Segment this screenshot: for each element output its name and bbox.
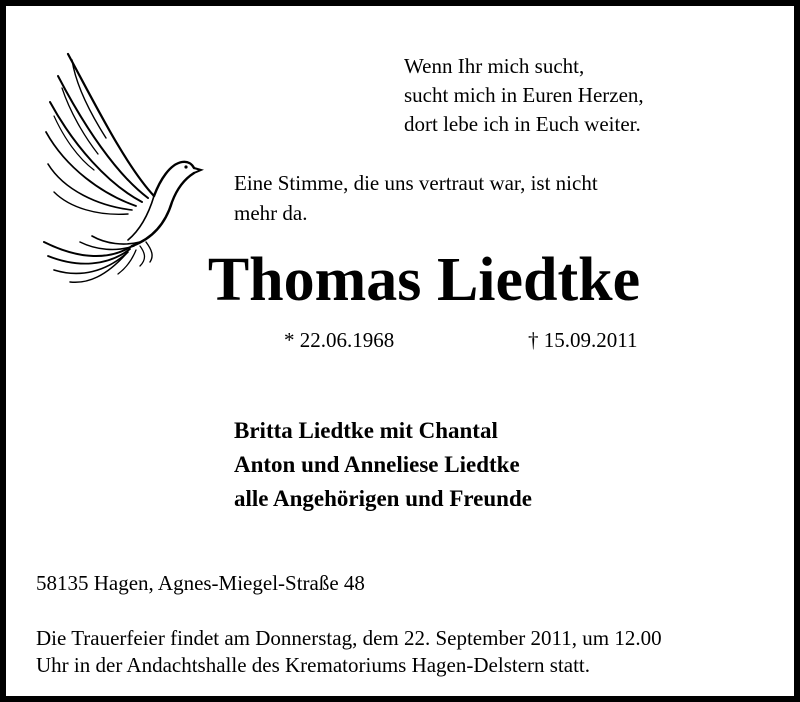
birth-date: * 22.06.1968 xyxy=(284,328,395,352)
memorial-quote xyxy=(404,52,644,139)
ceremony-line: Uhr in der Andachtshalle des Krematoriums Hagen-Delstern statt. xyxy=(36,653,591,677)
mourner-line: alle Angehörigen und Freunde xyxy=(234,486,532,511)
quote-line: Wenn Ihr mich sucht, xyxy=(404,54,585,78)
ceremony-line: Die Trauerfeier findet am Donnerstag, dem 22. September 2011, um 12.00 xyxy=(36,626,662,650)
deceased-name: Thomas Liedtke xyxy=(207,246,641,314)
mourners-list xyxy=(234,414,532,516)
death-date: † 15.09.2011 xyxy=(528,328,638,352)
intro-line: mehr da. xyxy=(234,201,308,225)
family-address: 58135 Hagen, Agnes-Miegel-Straße 48 xyxy=(36,571,365,595)
quote-line: dort lebe ich in Euch weiter. xyxy=(404,112,641,136)
intro-line: Eine Stimme, die uns vertraut war, ist nicht xyxy=(234,171,598,195)
mourner-line: Britta Liedtke mit Chantal xyxy=(234,418,498,443)
mourner-line: Anton und Anneliese Liedtke xyxy=(234,452,520,477)
intro-text xyxy=(234,168,598,228)
funeral-ceremony-info xyxy=(36,625,662,679)
quote-line: sucht mich in Euren Herzen, xyxy=(404,83,644,107)
